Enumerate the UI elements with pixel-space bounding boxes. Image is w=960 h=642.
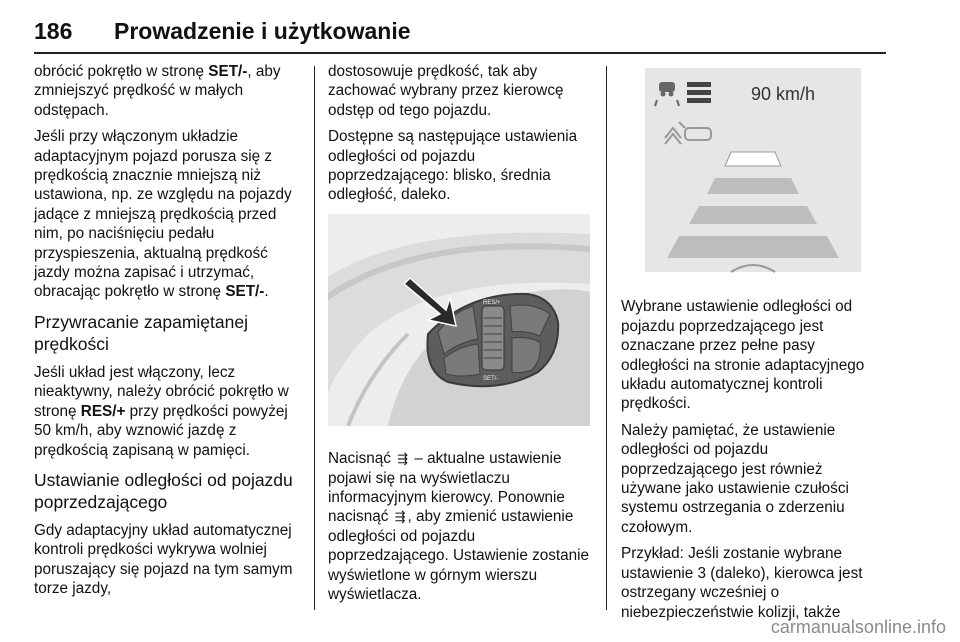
paragraph: dostosowuje prędkość, tak aby zachować wybrany przez kierowcę odstęp od tego pojazdu. <box>328 63 564 119</box>
set-label: SET/- <box>483 375 499 382</box>
column-left <box>34 62 306 606</box>
page-title: Prowadzenie i użytkowanie <box>114 18 411 44</box>
paragraph: Dostępne są następujące ustawienia odległości od pojazdu poprzedzającego: blisko, średnia odległość, daleko. <box>328 128 578 204</box>
page-header <box>34 10 886 54</box>
display-speed: 90 km/h <box>751 84 816 104</box>
distance-bars-icon <box>687 82 711 103</box>
paragraph: Gdy adaptacyjny układ automatycznej kontroli prędkości wykrywa wolniej poruszający się pojazd na tym samym torze jazdy, <box>34 521 293 598</box>
watermark: carmanualsonline.info <box>770 617 946 637</box>
column-middle <box>328 62 590 612</box>
column-divider <box>606 66 607 610</box>
paragraph: Należy pamiętać, że ustawienie odległości od pojazdu poprzedzającego jest również używane jako ustawienie czułości systemu ostrzegania o zderzeniu czołowym. <box>621 421 849 536</box>
distance-button-icon: ⇶ <box>394 509 406 525</box>
column-divider <box>314 66 315 610</box>
driver-display-figure <box>621 62 885 276</box>
page-number: 186 <box>34 18 73 44</box>
res-label: RES/+ <box>483 299 501 306</box>
paragraph: Jeśli układ jest włączony, lecz nieaktywny, należy obrócić pokrętło w stronę RES/+ przy prędkości powyżej 50 km/h, aby wznowić jazdę z prędkością zapisaną w pamięci. <box>34 363 289 459</box>
distance-button-icon: ⇶ <box>397 451 409 467</box>
column-right <box>621 62 885 629</box>
paragraph: Wybrane ustawienie odległości od pojazdu poprzedzającego jest oznaczane przez pełne pasy odległości na stronie adaptacyjnego układu automatycznej kontroli prędkości. <box>621 298 865 413</box>
paragraph: Nacisnąć ⇶ – aktualne ustawienie pojawi się na wyświetlaczu informacyjnym kierowcy. Ponownie nacisnąć ⇶ , aby zmienić ustawienie odległości od pojazdu poprzedzającego. Ustawienie zostanie wyświetlone w górnym wierszu wyświetlacza. <box>328 450 590 604</box>
section-heading: Przywracanie zapamiętanej prędkości <box>34 311 248 354</box>
paragraph: Przykład: Jeśli zostanie wybrane ustawienie 3 (daleko), kierowca jest ostrzegany wcześniej o niebezpieczeństwie kolizji, także <box>621 545 863 621</box>
steering-wheel-figure <box>328 214 590 426</box>
paragraph: Jeśli przy włączonym układzie adaptacyjnym pojazd porusza się z prędkością znacznie mniejszą niż ustawiona, np. ze względu na pojazdy jadące z mniejszą prędkością przed nim, po naciśnięciu pedału przyspieszenia, aktualną prędkość jazdy można zapisać i utrzymać, obracając pokrętło w stronę SET/-. <box>34 128 292 301</box>
section-heading: Ustawianie odległości od pojazdu poprzedzającego <box>34 469 293 512</box>
paragraph: obrócić pokrętło w stronę SET/-, aby zmniejszyć prędkość w małych odstępach. <box>34 63 281 119</box>
